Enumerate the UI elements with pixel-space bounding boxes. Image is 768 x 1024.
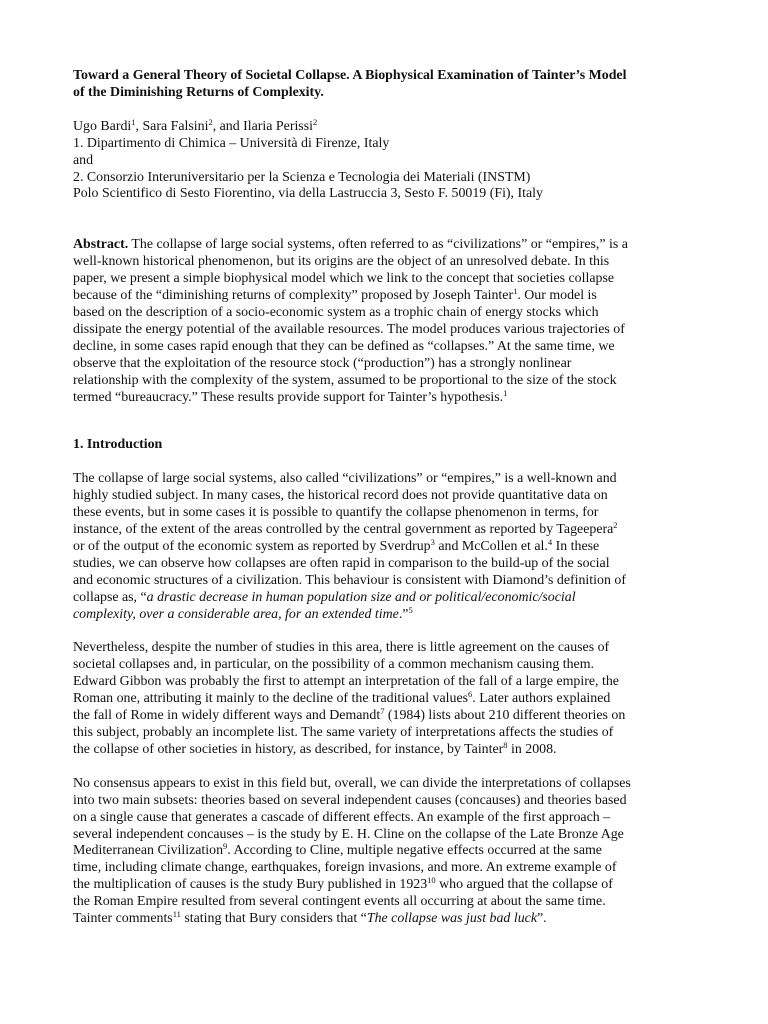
footnote-ref: 9 [223,841,228,852]
paragraph-line: No consensus appears to exist in this field but, overall, we can divide the interpretations of collapses [73,775,631,791]
paragraph-line: Nevertheless, despite the number of studies in this area, there is little agreement on the causes of [73,640,610,656]
paragraph-line [73,522,695,539]
abstract-text: . Our model is [517,288,597,304]
author-name: , and Ilaria Perissi [212,118,313,134]
footnote-ref: 7 [380,706,385,717]
paragraph-line: into two main subsets: theories based on several independent causes (concauses) and theories based [73,792,627,808]
title-line: Toward a General Theory of Societal Collapse. A Biophysical Examination of Tainter’s Model [73,68,627,83]
footnote-ref: 11 [172,909,181,920]
paragraph-text: (1984) lists about 210 different theories on [384,708,626,724]
footnote-ref: 1 [513,286,518,297]
footnote-ref: 8 [503,739,508,750]
footnote-ref: 5 [408,604,413,615]
paragraph-text: the collapse of other societies in history, as described, for instance, by Tainter [73,741,504,757]
paragraph [73,471,695,623]
paragraph-line [73,739,695,759]
paragraph-text: in 2008. [507,741,557,757]
footnote-ref: 1 [503,387,508,398]
paragraph-line: The collapse of large social systems, also called “civilizations” or “empires,” is a well-known and [73,471,617,487]
paragraph-text: .” [398,606,409,622]
affiliation-marker: 2 [208,116,213,127]
paragraph-text: collapse as, “ [73,589,147,605]
paragraph [73,776,695,928]
paragraph-line [73,911,695,928]
author-block [73,116,695,204]
paragraph-line: and economic structures of a civilization. This behaviour is consistent with Diamond’s definition of [73,572,626,588]
abstract-text: because of the “diminishing returns of complexity” proposed by Joseph Tainter [73,288,514,304]
abstract-line: decline, in some cases rapid enough that they can be defined as “collapses.” At the same time, we [73,338,615,354]
abstract-line: well-known historical phenomenon, but its origins are the object of an unresolved debate. In this [73,254,610,270]
abstract-line [73,387,695,407]
footnote-ref: 6 [468,689,473,700]
quotation-text: The collapse was just bad luck [366,911,537,927]
abstract-line: observe that the exploitation of the resource stock (“production”) has a strongly nonlinear [73,355,572,371]
paragraph-text: instance, of the extent of the areas controlled by the central government as reported by Tageepera [73,522,614,538]
affiliation-marker: 2 [312,116,318,127]
paragraph-line: time, including climate change, earthquakes, foreign invasions, and more. An extreme example of [73,860,617,876]
paragraph-line: societal collapses and, in particular, on the possibility of a common mechanism causing them. [73,657,594,673]
abstract-text: The collapse of large social systems, often referred to as “civilizations” or “empires,” is a [128,237,628,253]
paragraph-text: In these [552,538,600,554]
author-list [73,116,695,136]
paragraph-line [73,590,695,607]
paragraph-line [73,877,695,894]
abstract-line [73,237,695,254]
title-line: of the Diminishing Returns of Complexity. [73,84,324,100]
paragraph-line: these events, but in some cases it is possible to quantify the collapse phenomenon in terms, for [73,505,599,521]
section-heading: 1. Introduction [73,437,163,453]
paragraph-text: and McCollen et al. [434,538,548,554]
author-name: Ugo Bardi [73,118,132,134]
paragraph-text: the multiplication of causes is the study Bury published in 1923 [73,877,428,893]
abstract-label: Abstract. [73,237,129,253]
affiliation-line: 2. Consorzio Interuniversitario per la Scienza e Tecnologia dei Materiali (INSTM) [73,169,531,185]
paragraph-text: stating that Bury considers that “ [180,911,367,927]
paragraph-line: highly studied subject. In many cases, the historical record does not provide quantitative data on [73,488,608,504]
paragraph-line [73,708,695,725]
paragraph-text: . According to Cline, multiple negative effects occurred at the same [227,843,602,859]
abstract-line: dissipate the energy potential of the available resources. The model produces various trajectories of [73,321,625,337]
paragraph-line: this subject, probably an incomplete list. The same variety of interpretations affects the studies of [73,725,614,740]
paragraph-text: the fall of Rome in widely different ways and Demandt [73,708,381,724]
paragraph-text: Mediterranean Civilization [73,843,224,859]
paragraph-line: on a single cause that generates a cascade of different effects. An example of the first approach – [73,809,611,825]
paragraph-line: the Roman Empire resulted from several contingent events all occurring at about the same time. [73,894,606,910]
abstract-line: based on the description of a socio-economic system as a trophic chain of energy stocks which [73,304,599,320]
abstract-line: paper, we present a simple biophysical model which we link to the concept that societies collapse [73,271,615,287]
abstract-text: termed “bureaucracy.” These results provide support for Tainter’s hypothesis. [73,389,504,405]
paragraph-text: . Later authors explained [472,691,611,707]
abstract-line: relationship with the complexity of the system, assumed to be proportional to the size of the stock [73,372,617,388]
quotation-text: a drastic decrease in human population size and or political/economic/social [146,589,576,605]
paragraph-line [73,843,695,860]
paragraph-line [73,536,695,556]
abstract [73,237,695,406]
paragraph-text: Tainter comments [73,911,173,927]
paragraph-line [73,604,695,624]
paragraph-line: Edward Gibbon was probably the first to attempt an interpretation of the fall of a large empire, the [73,674,619,690]
footnote-ref: 4 [547,536,553,547]
affiliation-marker: 1 [131,116,136,127]
paragraph-line: studies, we can observe how collapses are often rapid in comparison to the build-up of the social [73,555,610,571]
affiliation-line: 1. Dipartimento di Chimica – Università di Firenze, Italy [73,135,390,151]
paragraph-text: Roman one, attributing it mainly to the decline of the traditional values [73,691,469,707]
paragraph-text: or of the output of the economic system as reported by Sverdrup [73,538,431,554]
paper-page [73,68,695,945]
quotation-text: complexity, over a considerable area, for an extended time [73,606,399,622]
abstract-line [73,288,695,305]
affiliation-line: and [73,152,94,168]
footnote-ref: 10 [427,875,436,886]
author-name: , Sara Falsini [135,118,209,134]
paragraph-line: several independent concauses – is the study by E. H. Cline on the collapse of the Late Bronze Age [73,826,624,842]
paragraph-text: who argued that the collapse of [435,877,613,893]
paragraph [73,640,695,758]
footnote-ref: 3 [430,536,435,547]
affiliation-line: Polo Scientifico di Sesto Fiorentino, via della Lastruccia 3, Sesto F. 50019 (Fi), Italy [73,186,543,202]
footnote-ref: 2 [613,520,618,531]
paper-title [73,68,695,102]
paragraph-text: ”. [537,911,547,927]
